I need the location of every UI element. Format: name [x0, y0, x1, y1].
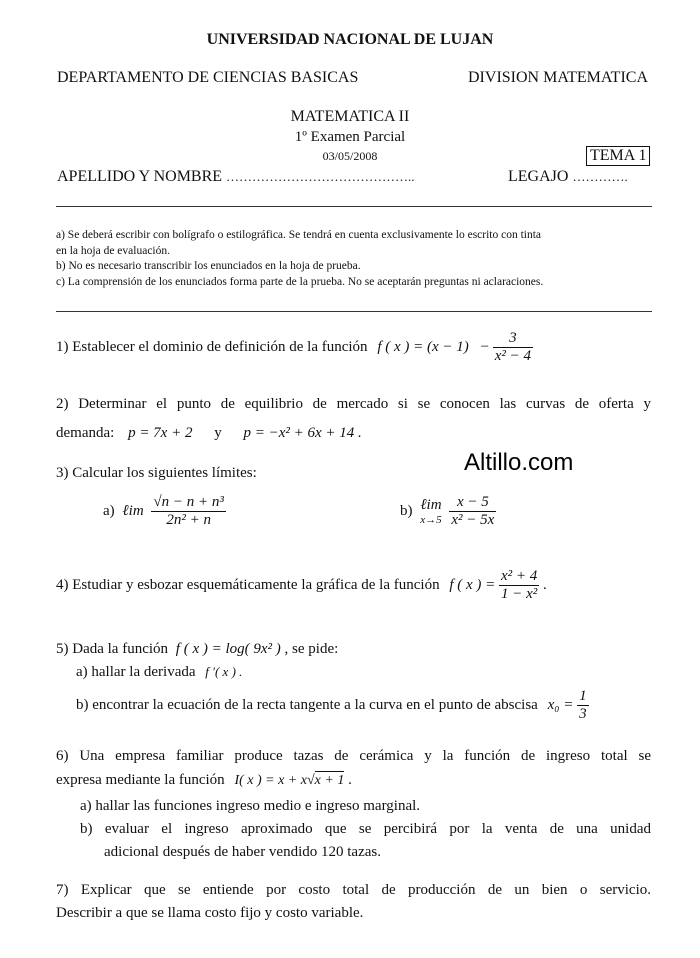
q4-fx: f ( x ) = [449, 577, 496, 593]
q4-fraction [499, 568, 539, 603]
q6-item-a: a) hallar las funciones ingreso medio e ingreso marginal. [80, 798, 421, 814]
q3-b-sub: x→5 [420, 514, 442, 526]
q5-tail: , se pide: [284, 641, 339, 657]
department-label: DEPARTAMENTO DE CIENCIAS BASICAS [57, 69, 359, 86]
q3-a-fraction [151, 494, 225, 529]
question-1 [56, 330, 533, 365]
q3-text: 3) Calcular los siguientes límites: [56, 465, 257, 481]
q5-x0-den: 3 [579, 706, 587, 722]
q5-x0-num: 1 [579, 688, 587, 704]
q6-item-b1: b) evaluar el ingreso aproximado que se percibirá por la venta de una unidad [80, 821, 651, 837]
q4-den: 1 − x² [501, 586, 538, 602]
q3-b-fraction [449, 494, 496, 529]
q6-end: . [348, 772, 352, 788]
question-4 [56, 568, 547, 603]
q4-num: x² + 4 [501, 568, 538, 584]
q1-text: 1) Establecer el dominio de definición de la función [56, 339, 368, 355]
q3-b-label: b) [400, 503, 413, 519]
q2-conj: y [214, 425, 222, 441]
q6-ix: I( x ) = x + x [234, 773, 307, 788]
tema-box: TEMA 1 [586, 146, 650, 166]
name-dots: …………………………………….. [226, 169, 415, 184]
q5-b-text: b) encontrar la ecuación de la recta tangente a la curva en el punto de abscisa [76, 697, 538, 713]
instructions-divider [56, 311, 652, 312]
q3-b-den: x² − 5x [451, 512, 495, 528]
instruction-line: a) Se deberá escribir con bolígrafo o estilográfica. Se tendrá en cuenta exclusivamente lo escrito con tinta [56, 229, 542, 241]
q1-fx: f ( x ) = [377, 339, 424, 355]
legajo-label: LEGAJO [508, 168, 569, 185]
q3-b-num: x − 5 [456, 494, 489, 510]
watermark-altillo: Altillo.com [464, 449, 574, 476]
university-title: UNIVERSIDAD NACIONAL DE LUJAN [206, 31, 494, 48]
q6-line2-text: expresa mediante la función [56, 772, 225, 788]
q5-text: 5) Dada la función [56, 641, 169, 657]
q2-eq2: p = −x² + 6x + 14 . [243, 425, 362, 441]
q1-den: x² − 4 [494, 348, 532, 364]
q3-limit-a [103, 494, 226, 529]
name-label: APELLIDO Y NOMBRE [57, 168, 223, 185]
q6-sqrt: x + 1 [314, 773, 345, 788]
q2-label: demanda: [56, 425, 115, 441]
q2-eq1: p = 7x + 2 [128, 425, 193, 441]
q1-minus: − [480, 339, 489, 355]
q6-line2 [56, 772, 352, 789]
q7-line1: 7) Explicar que se entiende por costo total de producción de un bien o servicio. [56, 882, 651, 898]
q2-line1: 2) Determinar el punto de equilibrio de mercado si se conocen las curvas de oferta y [56, 396, 651, 412]
q3-a-num: √n − n + n³ [153, 494, 224, 510]
q4-end: . [543, 577, 547, 593]
instruction-line: en la hoja de evaluación. [56, 244, 170, 257]
instructions [56, 228, 656, 290]
q5-a-text: a) hallar la derivada [76, 664, 196, 680]
exam-title: 1º Examen Parcial [294, 129, 406, 145]
q3-b-lim-text: ℓim [420, 497, 442, 513]
legajo-dots: …………. [572, 169, 628, 184]
course-title: MATEMATICA II [290, 108, 410, 125]
q3-a-label: a) [103, 503, 115, 519]
question-5 [56, 641, 338, 658]
instruction-line: c) La comprensión de los enunciados forma parte de la prueba. No se aceptarán preguntas ni aclaraciones. [56, 275, 544, 288]
exam-date: 03/05/2008 [322, 149, 378, 163]
q5-item-b [76, 688, 589, 723]
q3-a-den: 2n² + n [151, 511, 225, 529]
q3-b-lim [420, 497, 441, 526]
q6-item-b2: adicional después de haber vendido 120 tazas. [104, 844, 381, 860]
q5-x0: x₀ = [547, 697, 574, 713]
instruction-line: b) No es necesario transcribir los enunciados en la hoja de prueba. [56, 260, 361, 272]
q5-x0-fraction [577, 688, 589, 723]
q1-num: 3 [509, 330, 517, 346]
q2-line2 [56, 425, 362, 442]
q6-line1: 6) Una empresa familiar produce tazas de cerámica y la función de ingreso total se [56, 748, 651, 764]
q1-fraction [493, 330, 533, 365]
q6-sqrt-sign: √ [306, 773, 315, 788]
q5-fx: f ( x ) = log( 9x² ) [175, 641, 281, 657]
q5-item-a [76, 664, 242, 681]
q3-a-lim: ℓim [122, 503, 144, 519]
q7-line2: Describir a que se llama costo fijo y costo variable. [56, 905, 364, 921]
legajo-field [508, 168, 628, 186]
q1-log-part: (x − 1) [427, 339, 469, 355]
q4-text: 4) Estudiar y esbozar esquemáticamente la gráfica de la función [56, 577, 440, 593]
name-field [57, 168, 415, 186]
q3-limit-b [400, 494, 496, 529]
division-label: DIVISION MATEMATICA [468, 69, 648, 86]
q5-a-math: f ′( x ) . [205, 664, 243, 679]
top-divider [56, 206, 652, 207]
